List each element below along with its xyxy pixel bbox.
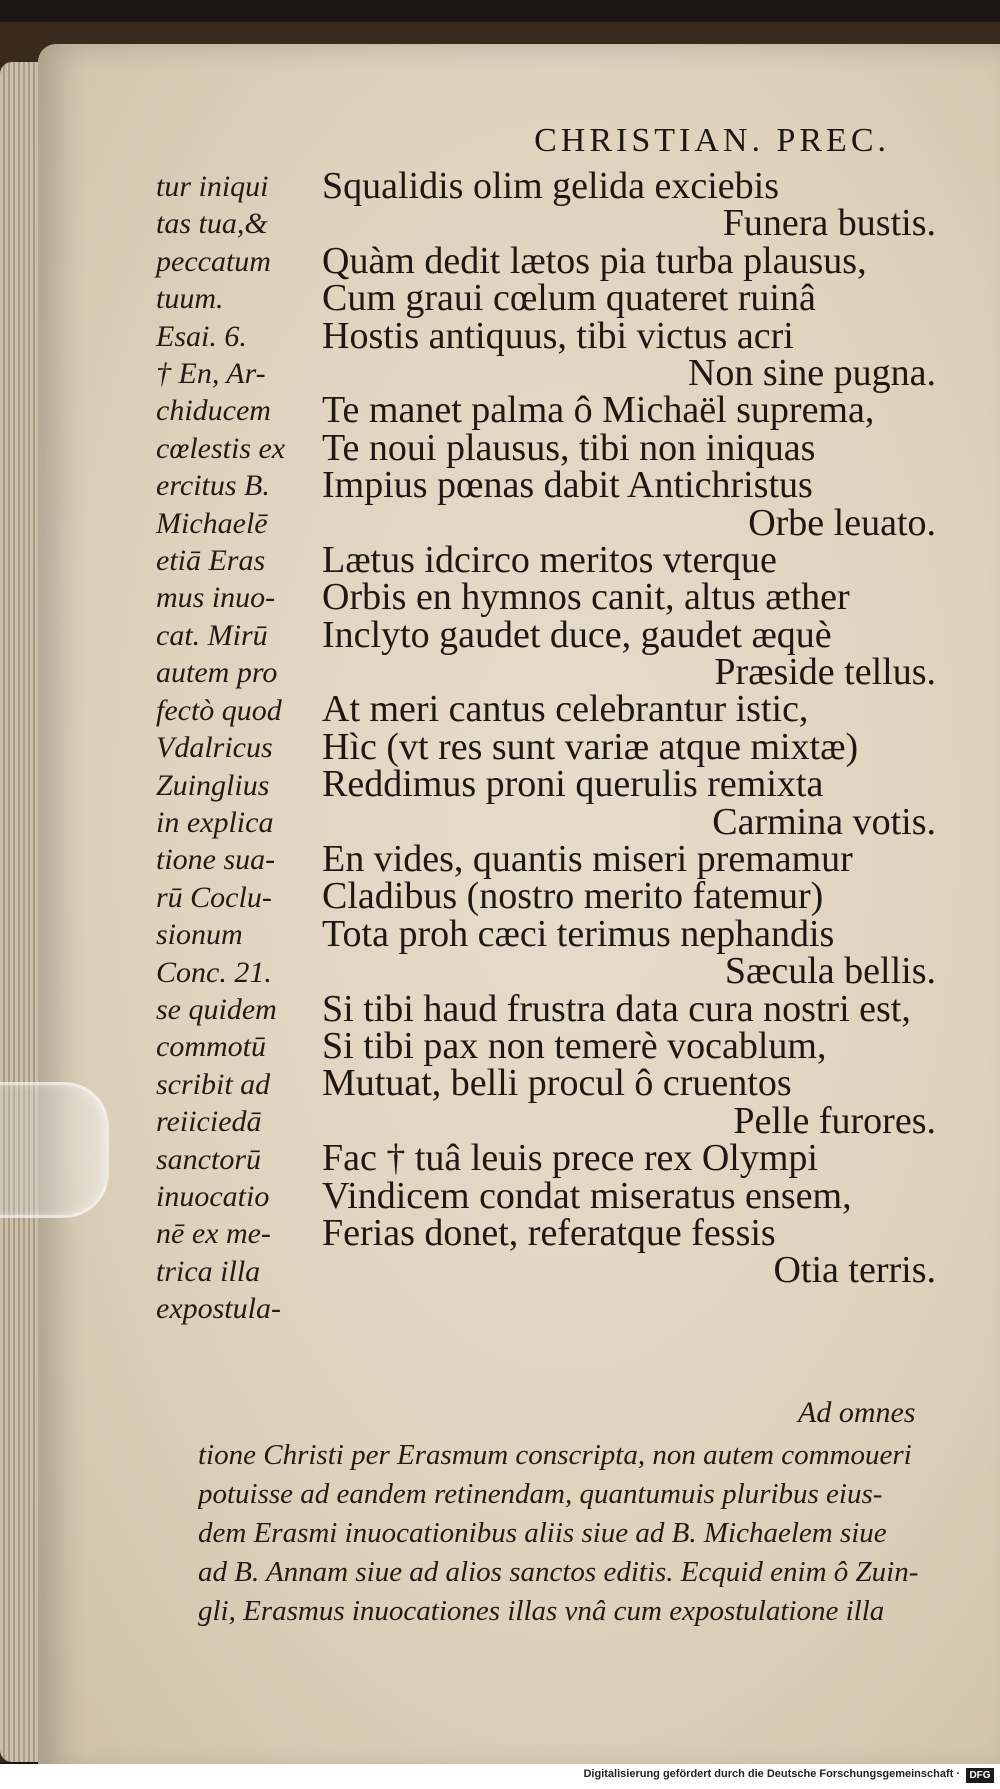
- verse-adonic-line: Otia terris.: [773, 1249, 936, 1292]
- margin-note-line: tur iniqui: [156, 170, 269, 203]
- verse-block: [322, 165, 952, 1292]
- verse-line: Vindicem condat miseratus ensem,: [322, 1174, 852, 1217]
- verse-line: Quàm dedit lætos pia turba plausus,: [322, 239, 867, 282]
- margin-note-line: nē ex me-: [156, 1217, 271, 1251]
- book-scan: [0, 22, 1000, 1762]
- verse-line: Cum graui cœlum quateret ruinâ: [322, 277, 816, 320]
- bottom-note-line: tione Christi per Erasmum conscripta, non autem commoueri: [198, 1439, 912, 1471]
- margin-note-line: inuocatio: [156, 1179, 270, 1213]
- digitization-footer: [0, 1764, 1000, 1789]
- margin-note-line: ercitus B.: [156, 469, 270, 503]
- margin-note-line: fectò quod: [156, 693, 282, 727]
- verse-line: Orbis en hymnos canit, altus æther: [322, 576, 850, 619]
- verse-line: Ferias donet, referatque fessis: [322, 1211, 776, 1254]
- margin-note-line: tuum.: [156, 282, 224, 316]
- margin-note-line: chiducem: [156, 394, 271, 428]
- catchword: Ad omnes: [798, 1396, 916, 1429]
- margin-note-line: Esai. 6.: [156, 319, 247, 353]
- running-header: CHRISTIAN. PREC.: [534, 122, 890, 159]
- verse-line: Tota proh cæci terimus nephandis: [322, 912, 835, 955]
- margin-note-line: sanctorū: [156, 1142, 261, 1176]
- margin-note-line: scribit ad: [156, 1067, 271, 1101]
- margin-note-line: expostula-: [156, 1292, 281, 1326]
- bottom-note-line: potuisse ad eandem retinendam, quantumuis pluribus eius-: [198, 1478, 883, 1510]
- verse-adonic-line: Pelle furores.: [733, 1099, 936, 1142]
- margin-notes: [156, 168, 346, 1328]
- margin-note-line: peccatum: [156, 244, 271, 278]
- margin-note-line: in explica: [156, 805, 274, 839]
- margin-note-line: trica illa: [156, 1254, 261, 1288]
- bottom-note-line: dem Erasmi inuocationibus aliis siue ad B. Michaelem siue: [198, 1517, 887, 1549]
- verse-line: Si tibi haud frustra data cura nostri est,: [322, 987, 911, 1030]
- footer-credit: Digitalisierung gefördert durch die Deutsche Forschungsgemeinschaft ·: [583, 1768, 960, 1780]
- margin-note-line: cœlestis ex: [156, 431, 286, 465]
- bottom-note-line: gli, Erasmus inuocationes illas vnâ cum expostulatione illa: [198, 1595, 885, 1627]
- book-page: [38, 44, 1000, 1774]
- margin-note-line: tione sua-: [156, 843, 276, 877]
- margin-note-line: sionum: [156, 918, 243, 952]
- page-clip: [0, 1082, 109, 1218]
- margin-note-line: Michaelē: [156, 506, 268, 540]
- verse-line: Si tibi pax non temerè vocablum,: [322, 1024, 827, 1067]
- margin-note-line: autem pro: [156, 656, 278, 690]
- margin-note-line: cat. Mirū: [156, 618, 268, 652]
- verse-line: Te manet palma ô Michaël suprema,: [322, 389, 875, 432]
- verse-line: Lætus idcirco meritos vterque: [322, 538, 777, 581]
- verse-adonic-line: Præside tellus.: [714, 651, 936, 694]
- verse-adonic-line: Funera bustis.: [722, 202, 936, 245]
- margin-note-line: mus inuo-: [156, 581, 276, 615]
- verse-line: Hostis antiquus, tibi victus acri: [322, 314, 794, 357]
- verse-line: Inclyto gaudet duce, gaudet æquè: [322, 613, 832, 656]
- margin-note-line: commotū: [156, 1030, 266, 1064]
- bottom-note-line: ad B. Annam siue ad alios sanctos editis. Ecquid enim ô Zuin-: [198, 1556, 919, 1588]
- verse-line: Te noui plausus, tibi non iniquas: [322, 426, 816, 469]
- dfg-logo: DFG: [966, 1768, 994, 1783]
- verse-line: Fac † tuâ leuis prece rex Olympi: [322, 1137, 818, 1180]
- verse-line: Impius pœnas dabit Antichristus: [322, 464, 813, 507]
- margin-note-line: reiiciedā: [156, 1105, 262, 1139]
- margin-note-line: † En, Ar-: [156, 357, 266, 391]
- margin-note-line: Zuinglius: [156, 768, 270, 802]
- verse-line: Hìc (vt res sunt variæ atque mixtæ): [322, 725, 859, 768]
- verse-line: Mutuat, belli procul ô cruentos: [322, 1062, 792, 1105]
- margin-note-line: tas tua,&: [156, 207, 268, 241]
- verse-adonic-line: Non sine pugna.: [687, 351, 936, 394]
- bottom-note: [198, 1436, 1000, 1631]
- verse-line: Squalidis olim gelida exciebis: [322, 165, 779, 207]
- verse-adonic-line: Sæcula bellis.: [724, 950, 936, 993]
- margin-note-line: se quidem: [156, 992, 277, 1026]
- verse-line: Cladibus (nostro merito fatemur): [322, 875, 824, 918]
- margin-note-line: rū Coclu-: [156, 880, 272, 914]
- verse-line: En vides, quantis miseri premamur: [322, 838, 853, 881]
- verse-adonic-line: Carmina votis.: [712, 800, 936, 843]
- margin-note-line: Conc. 21.: [156, 955, 272, 989]
- verse-line: At meri cantus celebrantur istic,: [322, 688, 809, 731]
- verse-line: Reddimus proni querulis remixta: [322, 763, 824, 806]
- margin-note-line: Vdalricus: [156, 731, 273, 765]
- verse-adonic-line: Orbe leuato.: [748, 501, 936, 544]
- margin-note-line: etiā Eras: [156, 544, 266, 578]
